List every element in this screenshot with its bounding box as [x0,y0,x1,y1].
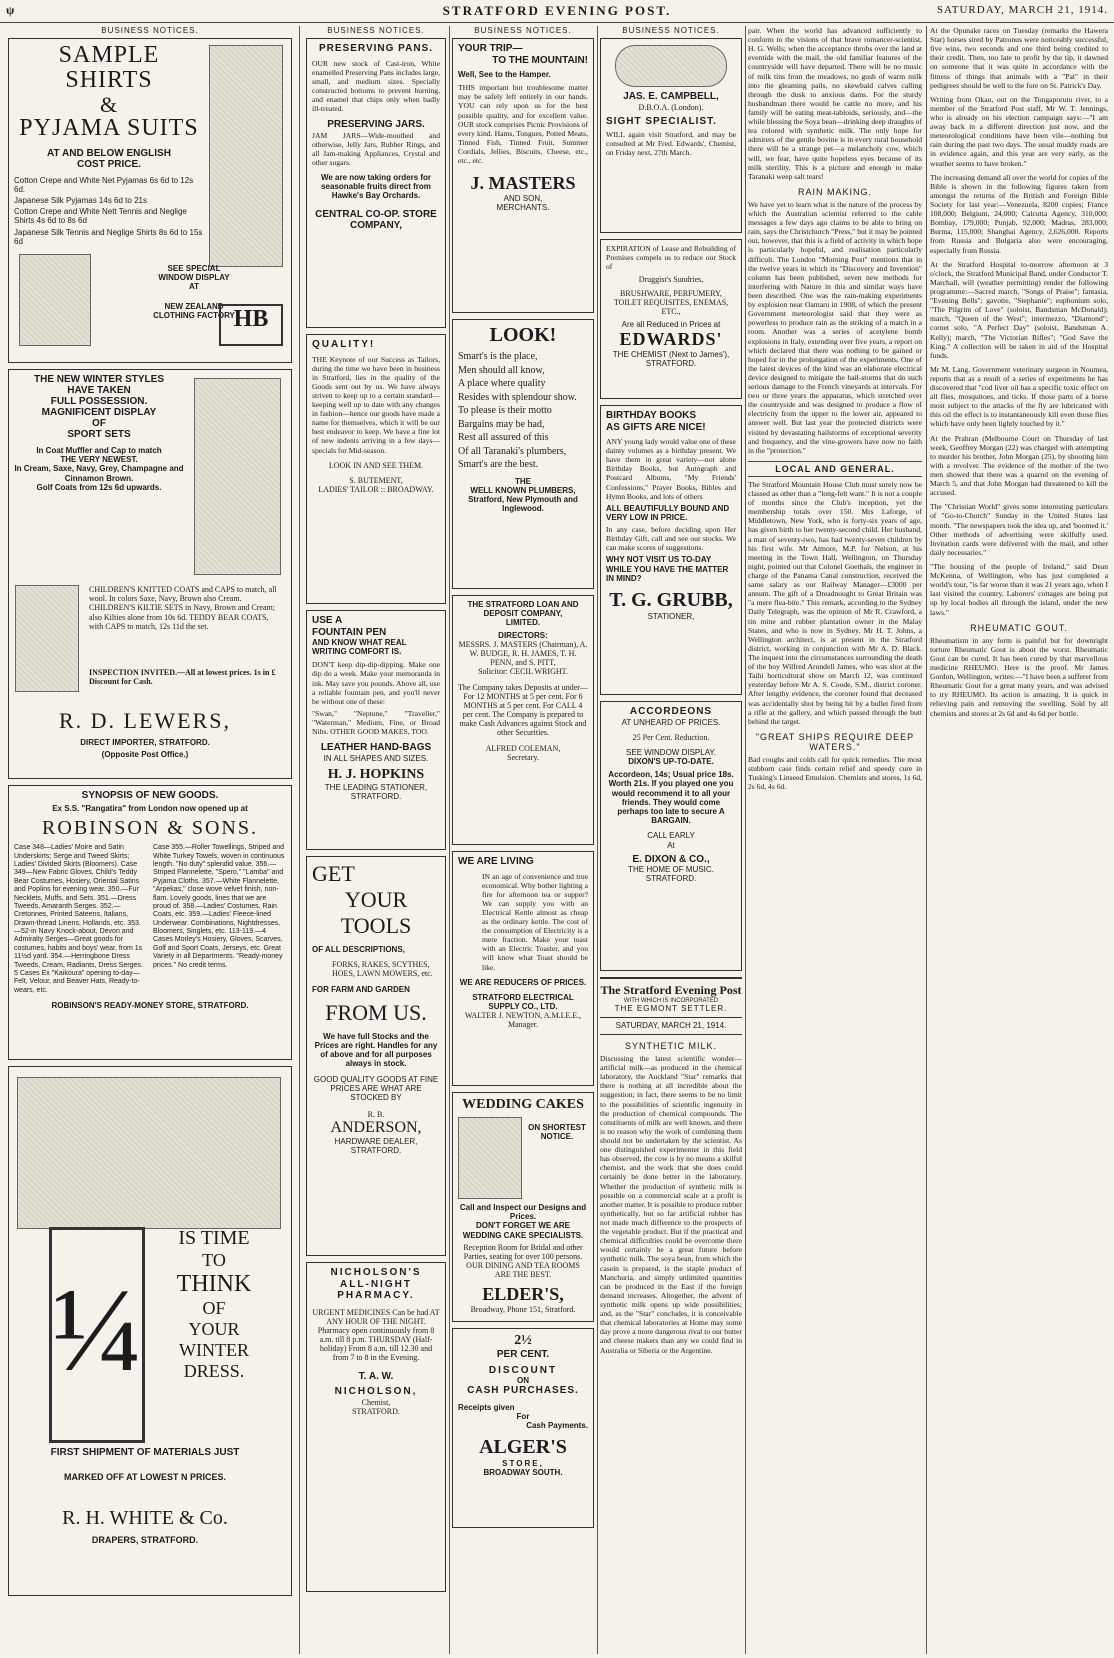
article-body: Writing from Okau, out on the Tongaporutu river, to a member of the Stratford Post staff, Mr W. T. Jennings, who is already on his election campaign says:—"I am away back in a different direction just now, and the meteorological conditions have been vile—nothing but rain during the past two days. The usual muddy roads are in evidence again, and this year are very early, as the weather seems to have broken." [930,94,1108,168]
ad-text: Solicitor: CECIL WRIGHT. [478,667,568,677]
paper-name: The Stratford Evening Post [600,983,742,997]
ad-text: OF ALL DESCRIPTIONS, [312,945,405,954]
article-heading: "GREAT SHIPS REQUIRE DEEP WATERS." [755,731,915,752]
ad-text: IN an age of convenience and true economical. Why bother lighting a fire for afternoon tea or supper? We can supply you with an Electrical Kettle almost as cheap as the ordinary kettle. The cost of the consumption of Electricity is a mere fraction. Make your toast with an Electric Toaster, and you will know what Toast should be like. [482,871,588,972]
column-header: BUSINESS NOTICES. [474,26,572,35]
ad-text: Reception Room for Bridal and other Parties, seating for over 100 persons. OUR DINING AND TEA ROOMS ARE THE BEST. [463,1242,583,1280]
column-header: BUSINESS NOTICES. [622,26,720,35]
article-body: The "Christian World" gives some interesting particulars of "Go-to-Church" Sunday in the United States last month. "The newspapers took the idea up, and 'boomed it.' Other methods of advertising were skilfully used. Invitation cards were delivered with the mail, and other daily necessaries." [930,502,1108,557]
paper-subtitle: WITH WHICH IS INCORPORATED [623,998,719,1004]
ad-text: OUR new stock of Cast-iron, White enamelled Preserving Pans includes large, small, and medium sizes. Specially constructed bottoms to prevent burning, and enamel that chips only when badly ill-treated. [312,58,440,114]
ad-text: "Swan," "Neptune," "Traveller," "Waterman," Medium, Fine, or Broad Nibs. OTHER GOOD MAKES, TOO. [312,708,440,737]
ad-text: WHY NOT VISIT US TO-DAY WHILE YOU HAVE THE MATTER IN MIND? [606,555,729,583]
ad-anderson [306,856,446,1256]
ad-masters [452,38,594,313]
editorial-masthead [600,977,742,1035]
article-body: "The housing of the people of Ireland," said Dean McKenna, of Wellington, who has just completed a world's tour, "is far worse than it was 21 years ago, when I last visited the country. Laborers' cottages are being put up by local bodies all through the island, under the new laws." [930,562,1108,617]
ad-title: SIGHT SPECIALIST. [606,115,717,127]
acrostic-line: To please is their motto [458,405,552,416]
ad-text: WE ARE REDUCERS OF PRICES. [459,977,587,987]
ad-title: SYNOPSIS OF NEW GOODS. [81,790,219,801]
ad-title: FOUNTAIN PEN [312,626,387,638]
ad-text: MESSRS. J. MASTERS (Chairman), A. W. BUDGE, R. H. JAMES, T. H. PENN, and S. PITT, [458,639,588,668]
ad-title: OF [202,1298,226,1318]
ad-text: DISCOUNT [488,1364,558,1376]
ad-text: SEE SPECIAL [167,264,221,273]
ad-text: FORKS, RAKES, SCYTHES, HOES, LAWN MOWERS, etc. [332,960,433,979]
ad-text: AT UNHEARD OF PRICES. [621,717,721,727]
issue-date: SATURDAY, MARCH 21, 1914. [936,4,1108,16]
ad-white [8,1066,292,1596]
advertiser-name: T. A. W. [358,1370,394,1382]
ad-text: At [667,840,675,850]
ad-grubb [600,405,742,695]
advertiser-name: COMPANY, [349,220,403,232]
ad-subtitle: AT AND BELOW ENGLISH [47,147,171,159]
ad-text: THE CHEMIST (Next to James'), [612,350,730,360]
advertiser-name: ELDER'S, [482,1283,564,1304]
advertiser-name: ROBINSON & SONS. [42,817,258,840]
ad-title: WEDDING CAKES [462,1097,584,1112]
ad-text: Receipts given [458,1402,515,1412]
ad-lewers [8,369,292,779]
shirt-illustration [19,254,91,346]
acrostic-line: Smart's are the best. [458,459,539,470]
ad-text: WALTER J. NEWTON, A.M.I.E.E., Manager. [464,1011,582,1030]
ad-hopkins [306,610,446,850]
ad-title: PHARMACY. [337,1290,415,1301]
ad-text: Accordeon, 14s; Usual price 18s. Worth 21s. If you played one you would recommend it to all your friends. They would come perhaps too late to secure A BARGAIN. [608,770,734,826]
advertiser-name: ALGER'S [479,1436,567,1459]
ad-title: THINK [176,1271,252,1297]
ad-text: CALL EARLY [647,831,695,841]
ad-text: WEDDING CAKE SPECIALISTS. [462,1230,584,1240]
ad-text: In Coat Muffler and Cap to match [36,446,162,455]
ad-alger [452,1328,594,1528]
ad-text: CASH PURCHASES. [467,1385,579,1397]
newspaper-title: STRATFORD EVENING POST. [442,3,672,18]
ad-text: 2½ [514,1333,532,1348]
ad-text: MERCHANTS. [496,203,550,213]
ad-text: ON [517,1376,529,1385]
ad-text: ON SHORTEST NOTICE. [528,1123,586,1142]
ad-title: YOUR [188,1319,240,1339]
advertiser-name: WELL KNOWN PLUMBERS, [470,485,576,495]
article-body: Mr M. Lang, Government veterinary surgeon in Noumea, reports that as a result of a series of experiments he has discovered that "cod liver oil has a specific toxic effect on all flies, mosquitoes, and ticks. If those parts of a horse most subject to the attacks of the fly are lubricated with this oil the effect is to instantaneously kill even those flies which have only been lightly touched by it." [930,364,1108,429]
lady-in-sport-set-illustration [194,378,281,575]
column-header: BUSINESS NOTICES. [327,26,425,35]
price-line: Cotton Crepe and White Nett Tennis and Neglige Shirts 4s 6d to 8s 6d [14,207,187,226]
ad-text: THE NEW WINTER STYLES [34,374,164,385]
ad-text: Broadway, Phone 151, Stratford. [470,1304,576,1314]
ad-text: CHILDREN'S KNITTED COATS and CAPS to match, all wool. In colors Saxe, Navy, Brown also Cream. CHILDREN'S KILTIE SETS in Navy, Brown and Cream; also Kilties alone from 10s 6d. TEDDY BEAR COATS, with CAPS to match, 12s 11d the set. [89,585,277,631]
ad-text: SEE WINDOW DISPLAY. [626,747,716,757]
ad-text: THE VERY NEWEST. [60,455,138,465]
advertiser-name: J. MASTERS [470,173,576,194]
ad-subtitle: COST PRICE. [77,158,141,170]
ad-text: Ex S.S. "Rangatira" from London now opened up at [52,804,248,813]
ad-title: ALL-NIGHT [340,1278,412,1290]
acrostic-line: A place where quality [458,378,546,389]
ad-electrical [452,851,594,1086]
ad-dixon [600,701,742,971]
ad-title: USE A [312,615,343,626]
ad-text: R. B. [367,1110,385,1120]
ad-loan-company [452,595,594,845]
ad-title: QUALITY! [312,339,376,350]
ad-title: YOUR [344,887,408,912]
acrostic-line: Rest all assured of this [458,432,549,443]
ad-title: THE STRATFORD LOAN AND DEPOSIT COMPANY, [467,600,579,619]
column-4 [600,26,742,1654]
ad-text: FULL POSSESSION. [50,396,148,407]
ad-text: CLOTHING FACTORY [153,310,235,320]
ad-text: THE [515,476,531,486]
article-body: Discussing the latest scientific wonder—artificial milk—as produced in the chemical laboratory, the Auckland "Star" remarks that there is nothing at all incredible about the suggestion; in fact, there seems to be no limit to the possibilities of scientific ingenuity in the production of chemical compounds. The constituents of milk are well known, and there is no reason why the work of combining them should not be undertaken by the scientist. As one distinguished experimenter in this field has observed, the cow is by no means a skilful chemist, and the work that she does could certainly be done better in the laboratory. Whether the production of synthetic milk is possible on a commercial scale at a profit is another matter. It is possible to produce rubber synthetically, but so far artificial rubber has not made much difference to the prospects of the vegetable product. But if the practical and chemical difficulties could be overcome there would certainly be a great future before synthetic milk. The soya bean, from which the casein is prepared, is the staple product of Manchuria, and simply unlimited quantities can be produced in the East if the foreign demand increases. Altogether, the advent of synthetic milk opens up wide possibilities; and, as the "Star" concludes, it is conceivable that chemical laboratories at Home may some day prove a more dangerous rival to our butter and cheese makers than any we could find in Australia or Siberia or the Argentine. [600,1054,742,1355]
ad-title: TOOLS [340,913,412,938]
ad-text: IN ALL SHAPES AND SIZES. [323,753,429,763]
acrostic-line: Men should all know, [458,364,545,376]
column-header: BUSINESS NOTICES. [101,26,199,35]
article-heading: RHEUMATIC GOUT. [970,622,1068,633]
advertiser-name: R. H. WHITE & Co. [62,1507,228,1529]
ad-text: BROADWAY SOUTH. [483,1468,563,1478]
ad-text: DIRECT IMPORTER, STRATFORD. [80,738,210,747]
advertiser-name: S. BUTEMENT, [349,475,403,485]
ad-text: THIS important but troublesome matter may be safely left entirely in our hands. YOU can rely upon us for the best possible quality, and for excellent value. OUR stock comprises Picnic Provisions of every kind. Hams, Tongues, Potted Meats, Tinned Fish, Tinned Fruit, Summer Cordials, Jellies, Biscuits, Cheese, etc., etc., etc. [458,83,588,166]
ad-text: DON'T FORGET WE ARE [475,1221,571,1231]
ad-robinson [8,785,292,1060]
ad-title: PRESERVING PANS. [319,43,433,54]
ad-text: JAM JARS—Wide-mouthed and otherwise, Jelly Jars, Rubber Rings, and all Jam-making Appliances, Crystal and other sugars. [312,130,440,167]
ad-text: MARKED OFF AT LOWEST N PRICES. [64,1472,226,1482]
ad-title: YOUR TRIP— [458,43,523,54]
article-body: The increasing demand all over the world for copies of the Bible is shown in the following figures taken from amongst the returns of the British and Foreign Bible Society for last year:—Venezuela, 8200 copies; France 108,000; Belgium, 24,000; Calcutta Agency, 310,000; Bombay, 179,000; Punjab, 92,000; Madras, 283,000; Burma, 115,000; Shanghai Agency, 2,626,000. Reports from Russia and Bulgaria also were encouraging, especially from Russia. [930,172,1108,255]
article-body: Bad coughs and colds call for quick remedies. The most stubborn case finds certain relief and speedy cure in Tusking's Linseed Emulsion. Chemists and stores, 1s 6d, 2s 6d, 4s 6d. [748,754,922,792]
ad-text: HARDWARE DEALER, [334,1137,418,1147]
wedding-cake-illustration [458,1117,522,1199]
ad-text: BRUSHWARE, PERFUMERY, TOILET REQUISITES, ENEMAS, ETC., [613,288,729,316]
ad-text: In Cream, Saxe, Navy, Grey, Champagne and Cinnamon Brown. [14,464,184,483]
ad-text: For [516,1411,530,1421]
ad-text: Are all Reduced in Prices at [621,320,721,330]
ad-text: DIXON'S UP-TO-DATE. [628,757,714,767]
page-mark: ψ [6,3,15,17]
ad-text: THE LEADING STATIONER, STRATFORD. [324,782,428,802]
tree-border-illustration [17,1077,281,1229]
ad-text: In any case, before deciding upon Her Birthday Gift, call and see our stocks. We can make scores of suggestions. [606,525,736,553]
ad-title: WE ARE LIVING [458,856,534,867]
ad-text: Call and Inspect our Designs and Prices. [459,1203,587,1222]
ad-nicholson [306,1262,446,1592]
ad-butement [306,334,446,604]
ad-text: MAGNIFICENT DISPLAY [41,407,157,418]
article-body: pair. When the world has advanced sufficiently to conform to the visions of that brave romancer-scientist, H. G. Wells; when the acceptance throbs over the land at eventide with the mail, the old familiar features of the countryside will have departed. There will be no music of milk tins from the meadows, no gush of warm milk into the gleaming pails, no skewbald calves calling through the dusk to anxious dams. For the sturdy husbandman there would be cattle no more, and his family will be eating meat-tabloids, seriously, and—the while blessing the Soya bean—drinking deep draughts of tea colored with synthetic milk. The only hope for admirers of the gentle bovine is in every rural household there will be a strange pet—a melancholy cow, which will, we fear, have quite hopeless eyes because of its milk sterility. This is a picture and enough to make Taranaki weep salt tears! [748,26,922,181]
ad-text: GOOD QUALITY GOODS AT FINE PRICES ARE WHAT ARE STOCKED BY [313,1074,439,1102]
ad-campbell [600,38,742,233]
ad-text: Case 348—Ladies' Moire and Satin Underskirts; Serge and Tweed Skirts; Ladies' Divided Skirts (Bloomers). Case 349—New Fabric Gloves, Child's Teddy Bear Costumes, Hosiery, Oriental Satins and Poplins for evening wear. 350.—Fur Necklets, Muffs, and Sets. 351.—Dress Tweeds, Amaranth Serges. 352.—Cretonnes, Printed Sateens, Italians, Drawn-thread Linens, Hollands, etc. 353.—52-in Navy Knock-about, Devon and Admiralty Serges—Great goods for costumes, habits and boys' wear, from 1s 11½d yard. 354.—Herringbone Dress Tweeds, Cream, Radiants, Dress Serges. 5 Cases Ex "Kaikoura" opening to-day—Felt, Velour, and Beaver Hats, Ready-to-wears, etc. [14,844,143,994]
ad-text: STRATFORD. [352,1406,400,1416]
ad-text: (Opposite Post Office.) [101,750,189,759]
article-body: The Stratford Mountain House Club must surely now be classed as other than a "long-felt want." It is not a couple of months since the Club's inception, yet the membership totals over 150. Mrs Laforge, of Middletown, New York, who is forty-six years of age, has given birth to her twenty-second child. Her husband, a man of seventy-two, has had twenty-seven children by his first wife. Mr Atmore, M.P. for Nelson, at his meeting in the Town Hall, Wellington, on Thursday night, pointed out that Colonel Goethals, the engineer in charge of the Panama Canal construction, received the same salary as our Railway Manager—£3000 per annum. The gift of a Dreadnought to Great Britain was "a mere flea-bite." This remark, according to the Sydney Daily Telegraph, was the opinion of Mr R. Crawford, a tin mine and rubber plantation owner in the Malay States, and who is now in Sydney. Mr H. T. Johns, a Wellington architect, is at present in the Stratford district, working in conjunction with Mr A. D. Black. The inquest into the circumstances surrounding the death of the boy Wilfred Arundell James, who was shot at the Taihi horticultural show on March 12, was continued yesterday before Mr A. S. Coode, S.M., district coroner. After lengthy evidence, the coroner found that deceased was accidentally shot by being hit by a bullet fired from a rifle at the gallery, and which passed through the butt behind the target. [748,479,922,726]
ad-text: 25 Per Cent. Reduction. [632,732,710,742]
ad-text: THE Keynote of our Success as Tailors, during the time we have been in business in Stratford, lies in the quality of the Goods sent out by us. We have always striven to keep up to a certain standard—keeping well up to date with any changes in fashion—hence our goods have made a name for themselves, which it will be our best endeavor to keep. We have a fine lot of new indents arriving in a few days—specials for Mid-season. [312,354,440,455]
ad-smart [452,319,594,589]
article-body: Rheumatism in any form is painful but for downright torture Rheumatic Gout is about the worst. Rheumatic Gout can be cured. It has been cured by that marvellous medicine RHEUMO. Here is the proof. Mr James Gordon, Wellington, writes:—"I have been a sufferer from Rheumatic Gout for a great many years, and was advised to try RHEUMO. Its action is amazing. It is quick in relieving pain and removing the swelling. Sold by all chemists and stores at 2s 6d and 4s 6d per bottle. [930,635,1108,718]
ad-title: ACCORDEONS [629,706,713,717]
price-line: Japanese Silk Tennis and Neglige Shirts 8s 6d to 15s 6d [14,227,203,246]
man-in-pyjamas-illustration [209,45,283,267]
ad-title: LEATHER HAND-BAGS [320,742,432,754]
ad-text: SPORT SETS [67,429,131,440]
ad-text: NEW ZEALAND [164,301,224,311]
ad-edwards [600,239,742,399]
ad-text: ALFRED COLEMAN, [485,743,561,753]
column-rule [299,26,300,1654]
ad-title: AS GIFTS ARE NICE! [606,421,706,433]
advertiser-name: STRATFORD ELECTRICAL SUPPLY CO., LTD. [472,992,574,1012]
article-heading: LOCAL AND GENERAL. [748,461,922,477]
ad-text: THE HOME OF MUSIC. [628,865,714,875]
ad-text: Cash Payments. [526,1421,588,1431]
ad-text: We have full Stocks and the Prices are right. Handles for any of above and for all purposes always in stock. [314,1031,438,1069]
ad-text: DRAPERS, STRATFORD. [91,1535,199,1545]
child-in-coat-illustration [15,585,79,692]
spectacles-illustration [615,45,727,87]
column-rule [926,26,927,1654]
ad-title: GET [312,861,355,886]
ad-title: DRESS. [183,1361,245,1381]
advertiser-name: JAS. E. CAMPBELL, [623,91,719,102]
column-2 [306,26,446,1654]
column-3 [452,26,594,1654]
ad-text: FIRST SHIPMENT OF MATERIALS JUST [50,1447,240,1458]
ad-title: IS TIME [178,1227,250,1249]
ad-text: AND SON, [503,194,543,204]
acrostic-line: Bargains may be had, [458,418,545,430]
article-body: At the Opunake races on Tuesday (remarks the Hawera Star) horses sired by Patronus were noticeably successful, five wins, two seconds and one third being credited to their credit. Then, too late to profit by the tip, it dawned on someone that it was quite in accordance with the fitness of things that animals with a "Pat" in their pedigrees should be well to the fore on St. Patrick's Day. [930,26,1108,90]
ad-text: LIMITED. [505,618,541,628]
article-heading: RAIN MAKING. [797,186,872,197]
acrostic-line: Resides with splendour show. [458,391,577,403]
ad-text: AND KNOW WHAT REAL WRITING COMFORT IS. [312,638,407,657]
acrostic-line: Of all Taranaki's plumbers, [458,445,567,457]
ad-text: EXPIRATION of Lease and Rebuilding of Premises compels us to reduce our Stock of [606,244,736,272]
ad-text: STATIONER, [647,612,695,622]
ad-text: WILL again visit Stratford, and may be consulted at Mr Fred. Edwards', Chemist, on Friday next, 27th March. [606,130,736,158]
ad-sample-shirts [8,38,292,363]
price-line: Cotton Crepe and White Net Pyjamas 6s 6d to 12s 6d. [14,175,194,194]
paper-date: SATURDAY, MARCH 21, 1914. [600,1017,742,1030]
ad-text: INSPECTION INVITED.—All at lowest prices. 1s in £ Discount for Cash. [89,668,276,687]
ad-text: Stratford, New Plymouth and Inglewood. [468,494,578,514]
ad-text: STRATFORD. [645,874,697,884]
ad-text: LADIES' TAILOR :: BROADWAY. [318,485,434,495]
ad-text: URGENT MEDICINES Can be had AT ANY HOUR OF THE NIGHT. Pharmacy open continuously from 8 a.m. till 8 p.m. THURSDAY (Half-holiday) From 8 a.m. till 12.30 and from 7 to 8 in the Evening. [312,1307,440,1363]
ad-text: FOR FARM AND GARDEN [312,984,410,994]
article-body: We have yet to learn what is the nature of the process by which the Australian scientist referred to the cable messages a few days ago claims to be able to bring on rain, says the Christchurch "Press," but it may be pointed out, however, that this is a field of activity in which hope is particularly hopeful, and realisation particularly difficult. The London "Morning Post" mentions that in the twelve years in which its "Discovery and Invention" column has been published, seven new methods for interfering with Nature in this and similar ways have been described. One was the rain-making experiments by explosion near Oamaru in 1908, of which the present Government meteorologist said that they were as powerless to produce rain as the striking of a match in a room. Another was a series of acetylene bomb explosions in Italy, extending over five years, a report on which declared that there was nothing to be gained or hoped for in the prolongation of the experiments. One of the latest devices of the kind was an elaborate electrical device designed to mitigate the hail-storms that do such serious damage to the French vineyards at intervals. For two or three years the apparatus, which stretched over the countryside and was designed to produce a flow of electricity from the upper to the lower air, appeared to answer well. But last year the protected districts were visited by devastating hailstorms of exceptional severity and frequency, and the vine-growers have now no faith in the "protection." [748,199,922,455]
ad-text: DIRECTORS: [498,630,548,640]
ad-text: ROBINSON'S READY-MONEY STORE, STRATFORD. [51,1001,249,1011]
advertiser-name: E. DIXON & CO., [632,853,710,865]
acrostic-line: Smart's is the place, [458,351,538,362]
article-heading: SYNTHETIC MILK. [624,1041,717,1051]
ad-title: FROM US. [325,999,427,1025]
ad-title: PRESERVING JARS. [327,119,425,131]
quarter-numeral: ¼ [49,1227,145,1443]
ad-text: OF [92,418,106,429]
advertiser-name: R. D. LEWERS, [58,708,232,733]
ad-title: BIRTHDAY BOOKS [606,410,697,421]
ad-text: Chemist, [361,1397,391,1407]
ad-text: Druggist's Sundries, [638,275,704,285]
advertiser-name: CENTRAL CO-OP. STORE [315,208,437,220]
ad-text: Case 355.—Roller Towellings, Striped and White Turkey Towels, woven in continuous length. "No duty" splendid value. 356.—Striped Flannelette, "Spero," "Lamba" and Pyjama Cloths. 357.—White Flannelette, "Arpekas," close wove velvet finish, non-flam. Lovely goods, lines that we are proud of. 358.—Ladies' Costumes, Rain Coats, etc. 359.—Ladies' Fleece-lined Underwear. Combinations, Nightdresses, Bloomers, Singlets, etc. 113-119.—4 Cases Morley's Hosiery, Gloves, Scarves, Golf and Sport Coats, Jerseys, etc. Great Variety in all Departments. "Ready-money prices." No credit terms. [153,844,285,969]
column-rule [597,26,598,1654]
advertiser-name: NICHOLSON, [334,1386,418,1398]
paper-subtitle: THE EGMONT SETTLER. [614,1004,728,1013]
ad-text: HAVE TAKEN [67,385,131,396]
advertiser-name: ANDERSON, [330,1119,422,1137]
ad-text: Golf Coats from 12s 6d upwards. [36,482,162,492]
ad-text: STRATFORD. [645,359,697,369]
column-5 [748,26,922,1654]
article-body: At the Prahran (Melbourne Court on Thursday of last week, Geoffrey Morgan (22) was charged with attempting to murder his brother, John Morgan (25), by shooting him with a revolver. The evidence of the mother of the two men showed that there was a quarrel on the evening of March 5, and that John Morgan had threatened to kill the accused. [930,433,1108,498]
ad-text: LOOK IN AND SEE THEM. [328,460,424,470]
ad-text: Well, See to the Hamper. [458,70,551,79]
column-6 [930,26,1108,1654]
ad-text: WINDOW DISPLAY [158,273,230,283]
ad-text: Secretary. [507,752,539,762]
price-line: Japanese Silk Pyjamas 14s 6d to 21s [14,196,147,206]
advertiser-name: H. J. HOPKINS [327,766,425,782]
ad-text: We are now taking orders for seasonable fruits direct from Hawke's Bay Orchards. [320,173,432,201]
column-rule [449,26,450,1654]
ad-text: ANY young lady would value one of these dainty volumes as a birthday present. We have them in great variety—not alone Birthday Books, but Autograph and Postcard Albums, "My Friends' Confessions," Prayer Books, Bibles and Hymn Books, and lots of others [606,437,736,501]
ad-text: STRATFORD. [350,1146,402,1156]
masthead [0,0,1114,23]
ad-text: DON'T keep dip-dip-dipping. Make one dip do a week. Make your memoranda in ink. May save you pounds. Above all, use a reliable fountain pen, and you'll never be without one of these: [312,660,440,706]
ad-text: ALL BEAUTIFULLY BOUND AND VERY LOW IN PRICE. [606,503,730,522]
ad-title: NICHOLSON'S [330,1267,422,1278]
ad-elder [452,1092,594,1322]
ad-title: WINTER [179,1340,249,1360]
advertiser-name: EDWARDS' [619,329,723,350]
column-1 [8,26,292,1654]
ad-title: TO [202,1250,226,1270]
ad-text: PER CENT. [496,1349,550,1360]
ad-preserving-pans [306,38,446,328]
ad-text: STORE, [502,1459,544,1469]
hb-logo: HB [219,304,283,346]
ad-title: SAMPLE SHIRTS [58,42,160,94]
column-rule [745,26,746,1654]
ad-text: D.B.O.A. (London). [638,102,704,112]
ad-text: AT [188,282,200,292]
ad-title: & [99,92,119,118]
ad-title: TO THE MOUNTAIN! [492,54,588,66]
advertiser-name: T. G. GRUBB, [609,589,733,612]
ad-title: LOOK! [489,324,557,346]
ad-title: PYJAMA SUITS [19,115,199,142]
ad-text: The Company takes Deposits at under— For 12 MONTHS at 5 per cent. For 6 MONTHS at 5 per cent. For CALL 4 per cent. The Company is prepared to make Cash Advances against Stock and other Securities. [458,682,588,738]
article-body: At the Stratford Hospital to-morrow afternoon at 3 o'clock, the Stratford Municipal Band, under Conductor T. Marchall, will (weather permitting) render the following programme:—Sacred march, "Songs of Praise"; fantasia, "Evening Bells"; gavotte, "Stephanie"; euphonium solo, "The Pilgrim of Love" (soloist, Bandsman McDonald); march, "Queen of the West"; intermezzo, "Diamond"; cornet solo, "A Perfect Day" (soloist, Bandsman A. Kelly); march, "The Victorian Rifles"; "God Save the King." A collection will be taken in aid of the Hospital funds. [930,259,1108,360]
